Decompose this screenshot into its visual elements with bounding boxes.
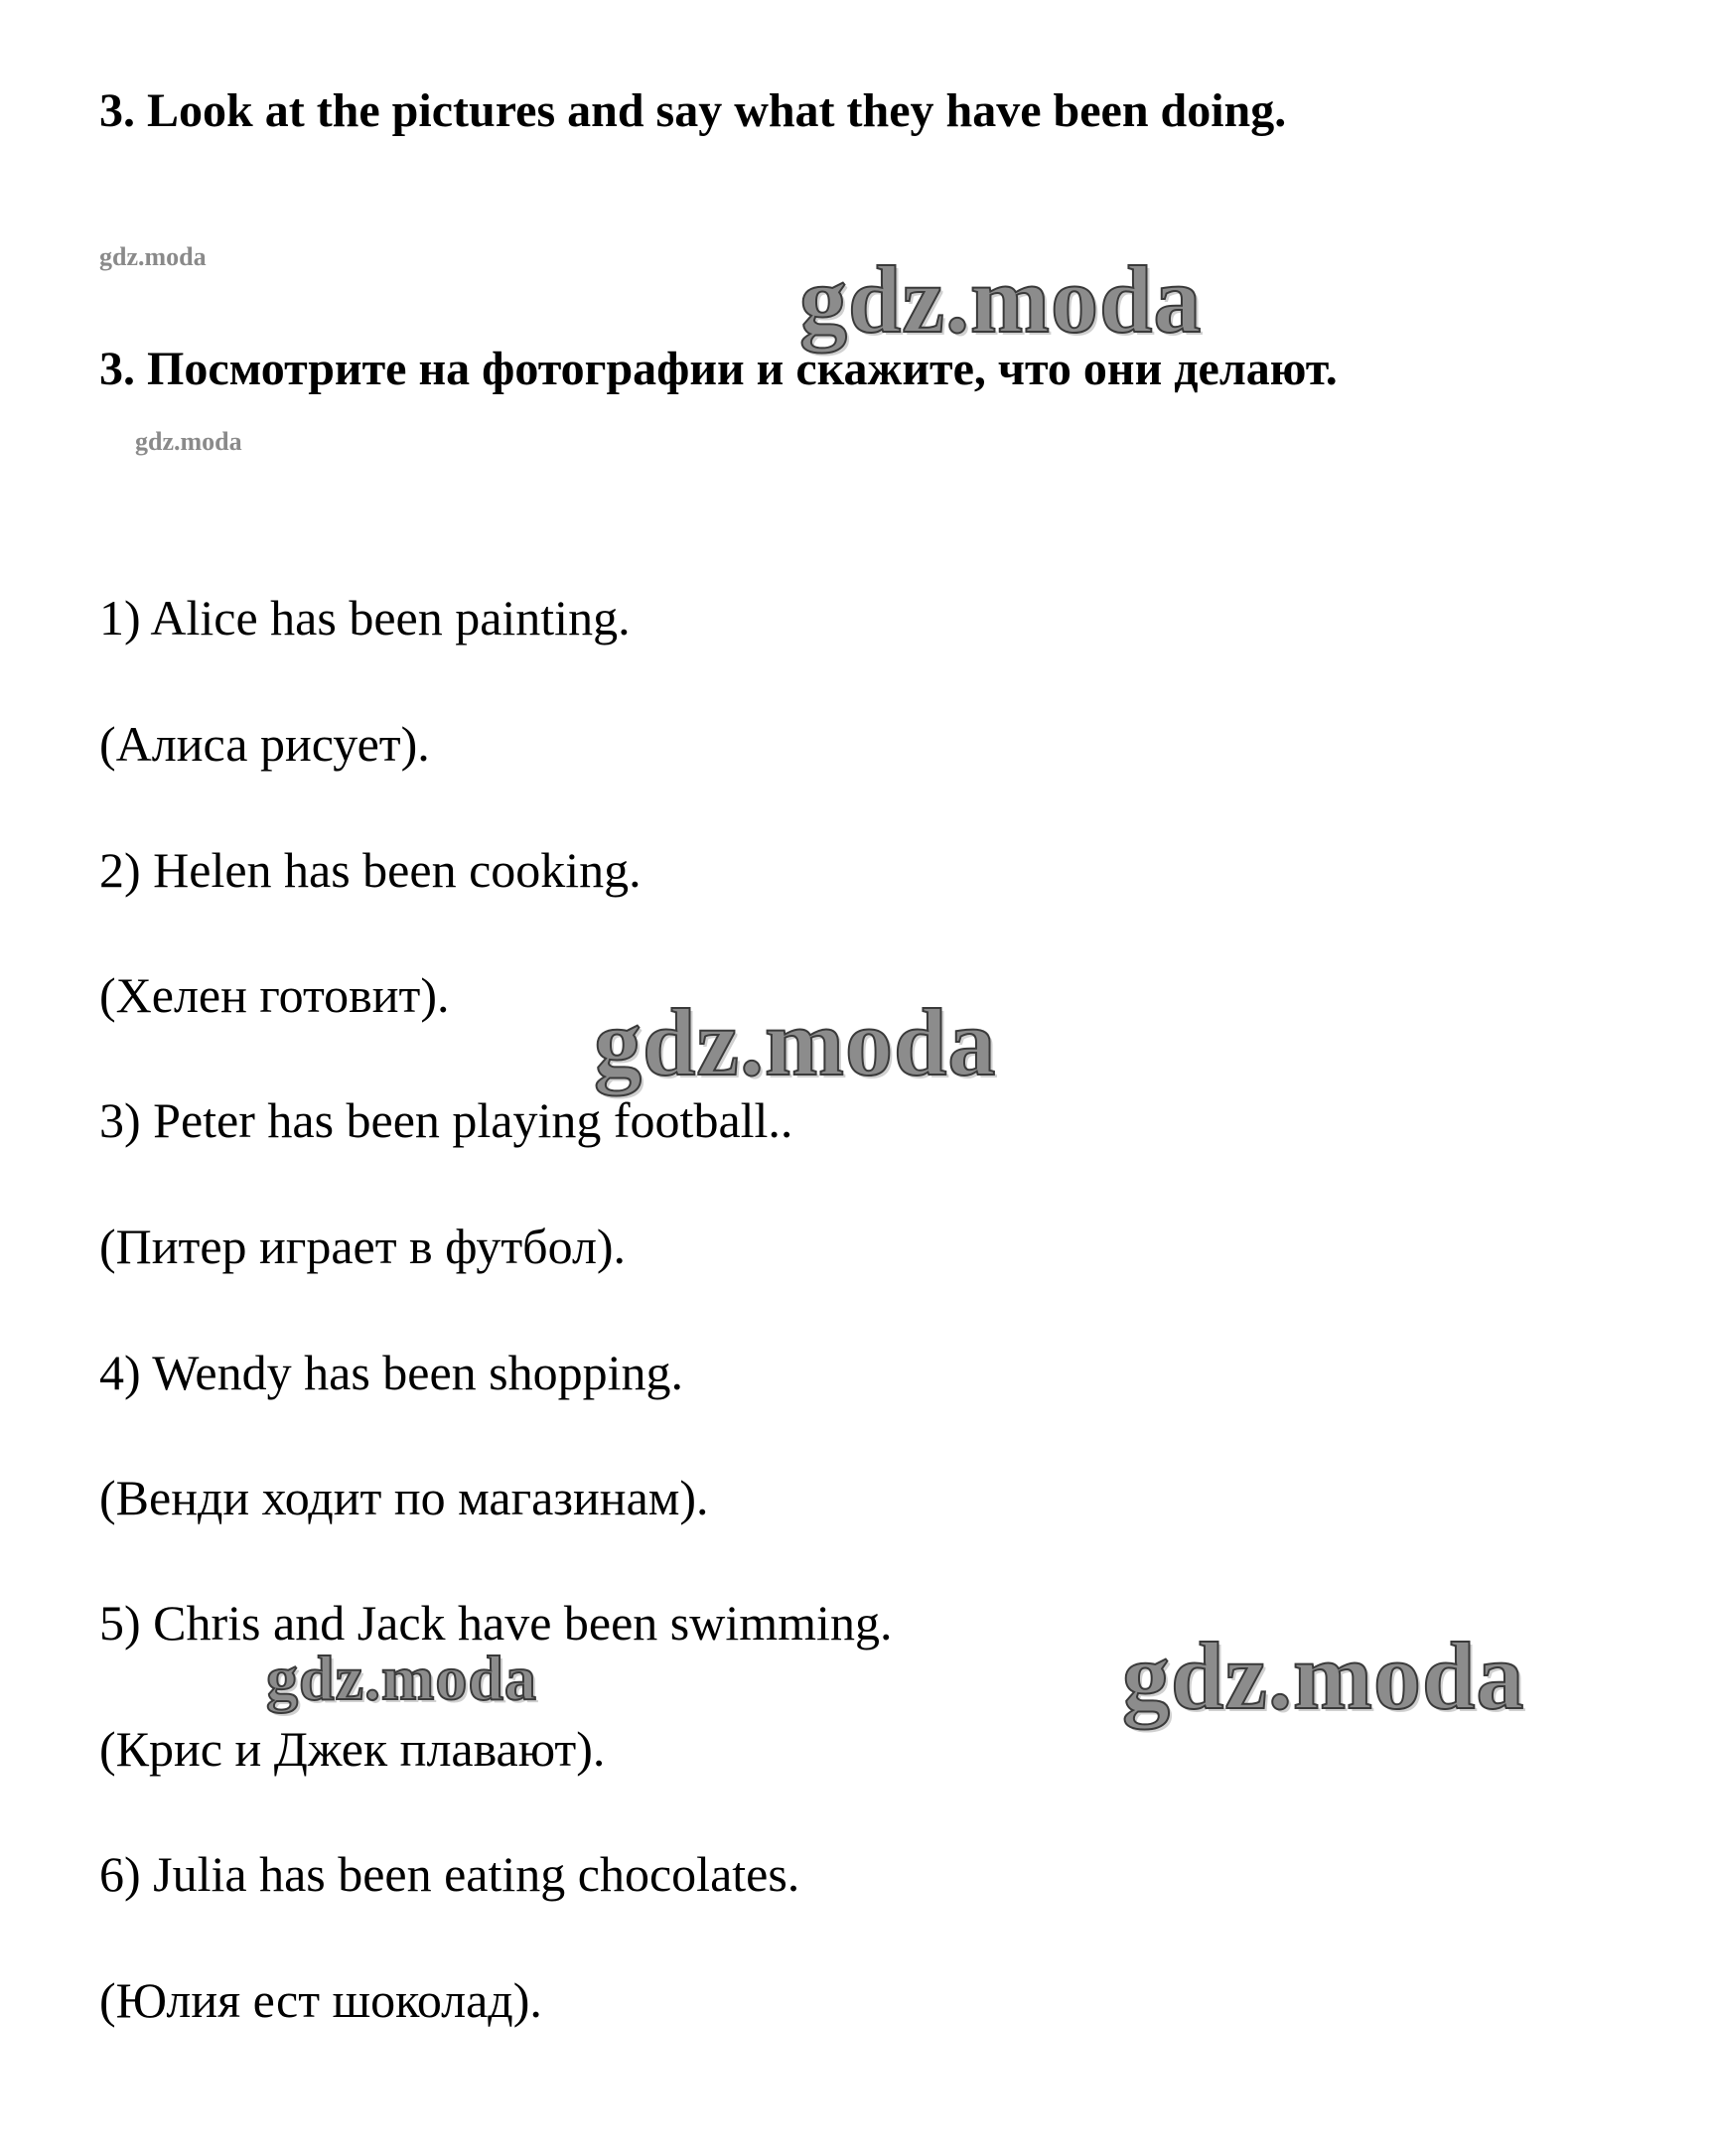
answer-1-english: 1) Alice has been painting. (99, 590, 631, 646)
watermark-large: gdz.moda (266, 1643, 537, 1713)
answer-2-english: 2) Helen has been cooking. (99, 842, 642, 898)
answer-5-russian: (Крис и Джек плавают). (99, 1721, 606, 1777)
task-heading-english: 3. Look at the pictures and say what they have been doing. (99, 84, 1287, 137)
answer-4-russian: (Венди ходит по магазинам). (99, 1470, 709, 1525)
answer-3-english: 3) Peter has been playing football.. (99, 1092, 793, 1148)
watermark-large: gdz.moda (799, 246, 1203, 353)
answer-6-english: 6) Julia has been eating chocolates. (99, 1846, 800, 1902)
watermark-large: gdz.moda (594, 989, 997, 1095)
watermark-small: gdz.moda (99, 242, 207, 271)
watermark-large: gdz.moda (1122, 1623, 1525, 1729)
answer-5-english: 5) Chris and Jack have been swimming. (99, 1595, 893, 1651)
answer-2-russian: (Хелен готовит). (99, 967, 450, 1023)
answer-1-russian: (Алиса рисует). (99, 716, 430, 772)
answer-6-russian: (Юлия ест шоколад). (99, 1972, 542, 2028)
watermark-small: gdz.moda (135, 427, 242, 456)
task-heading-russian: 3. Посмотрите на фотографии и скажите, что они делают. (99, 343, 1338, 395)
answer-4-english: 4) Wendy has been shopping. (99, 1345, 684, 1400)
answer-3-russian: (Питер играет в футбол). (99, 1219, 627, 1274)
